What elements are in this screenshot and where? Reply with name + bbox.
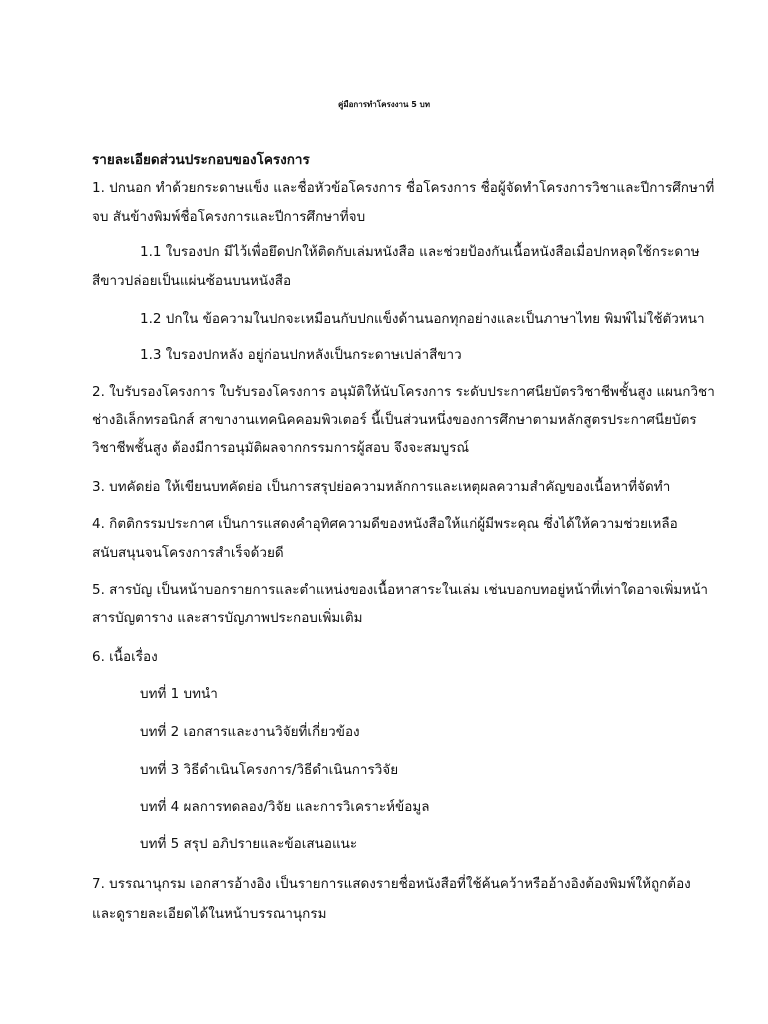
chapter-2: บทที่ 2 เอกสารและงานวิจัยที่เกี่ยวข้อง (140, 724, 360, 740)
item-4-line-1: 4. กิตติกรรมประกาศ เป็นการแสดงคำอุทิศความดีของหนังสือให้แก่ผู้มีพระคุณ ซึ่งได้ให้ความช่วยเหลือ (92, 516, 678, 532)
chapter-3: บทที่ 3 วิธีดำเนินโครงการ/วิธีดำเนินการวิจัย (140, 762, 399, 778)
item-7-line-2: และดูรายละเอียดได้ในหน้าบรรณานุกรม (92, 906, 327, 922)
item-1-line-2: จบ สันข้างพิมพ์ชื่อโครงการและปีการศึกษาที่จบ (92, 209, 366, 225)
item-7-line-1: 7. บรรณานุกรม เอกสารอ้างอิง เป็นรายการแสดงรายชื่อหนังสือที่ใช้ค้นคว้าหรืออ้างอิงต้องพิมพ์ให้ถูกต้อง (92, 876, 691, 892)
chapter-1: บทที่ 1 บทนำ (140, 686, 218, 702)
item-3: 3. บทคัดย่อ ให้เขียนบทคัดย่อ เป็นการสรุปย่อความหลักการและเหตุผลความสำคัญของเนื้อหาที่จัดทำ (92, 479, 671, 495)
item-4-line-2: สนับสนุนจนโครงการสำเร็จด้วยดี (92, 545, 284, 561)
item-1-1-line-2: สีขาวปล่อยเป็นแผ่นซ้อนบนหนังสือ (92, 273, 292, 289)
item-5-line-2: สารบัญตาราง และสารบัญภาพประกอบเพิ่มเติม (92, 610, 363, 626)
item-6: 6. เนื้อเรื่อง (92, 649, 158, 665)
chapter-5: บทที่ 5 สรุป อภิปรายและข้อเสนอแนะ (140, 836, 358, 852)
section-heading: รายละเอียดส่วนประกอบของโครงการ (92, 152, 310, 168)
item-1-1-line-1: 1.1 ใบรองปก มีไว้เพื่อยึดปกให้ติดกับเล่มหนังสือ และช่วยป้องกันเนื้อหนังสือเมื่อปกหลุดใช้กระดาษ (140, 244, 700, 260)
item-2-line-2: ช่างอิเล็กทรอนิกส์ สาขางานเทคนิคคอมพิวเตอร์ นี้เป็นส่วนหนึ่งของการศึกษาตามหลักสูตรประกาศนียบัตร (92, 412, 697, 428)
page-title: คู่มือการทำโครงงาน 5 บท (337, 100, 431, 109)
chapter-4: บทที่ 4 ผลการทดลอง/วิจัย และการวิเคราะห์ข้อมูล (140, 799, 430, 815)
item-1-3: 1.3 ใบรองปกหลัง อยู่ก่อนปกหลังเป็นกระดาษเปล่าสีขาว (140, 347, 462, 363)
item-2-line-3: วิชาชีพชั้นสูง ต้องมีการอนุมัติผลจากกรรมการผู้สอบ จึงจะสมบูรณ์ (92, 440, 469, 456)
item-1-line-1: 1. ปกนอก ทำด้วยกระดาษแข็ง และชื่อหัวข้อโครงการ ชื่อโครงการ ชื่อผู้จัดทำโครงการวิชาและปีการศึกษาที่ (92, 180, 715, 196)
item-2-line-1: 2. ใบรับรองโครงการ ใบรับรองโครงการ อนุมัติให้นับโครงการ ระดับประกาศนียบัตรวิชาชีพชั้นสูง แผนกวิชา (92, 384, 715, 400)
item-5-line-1: 5. สารบัญ เป็นหน้าบอกรายการและตำแหน่งของเนื้อหาสาระในเล่ม เช่นบอกบทอยู่หน้าที่เท่าใดอาจเพิ่มหน้า (92, 582, 709, 598)
item-1-2: 1.2 ปกใน ข้อความในปกจะเหมือนกับปกแข็งด้านนอกทุกอย่างและเป็นภาษาไทย พิมพ์ไม่ใช้ตัวหนา (140, 311, 705, 327)
